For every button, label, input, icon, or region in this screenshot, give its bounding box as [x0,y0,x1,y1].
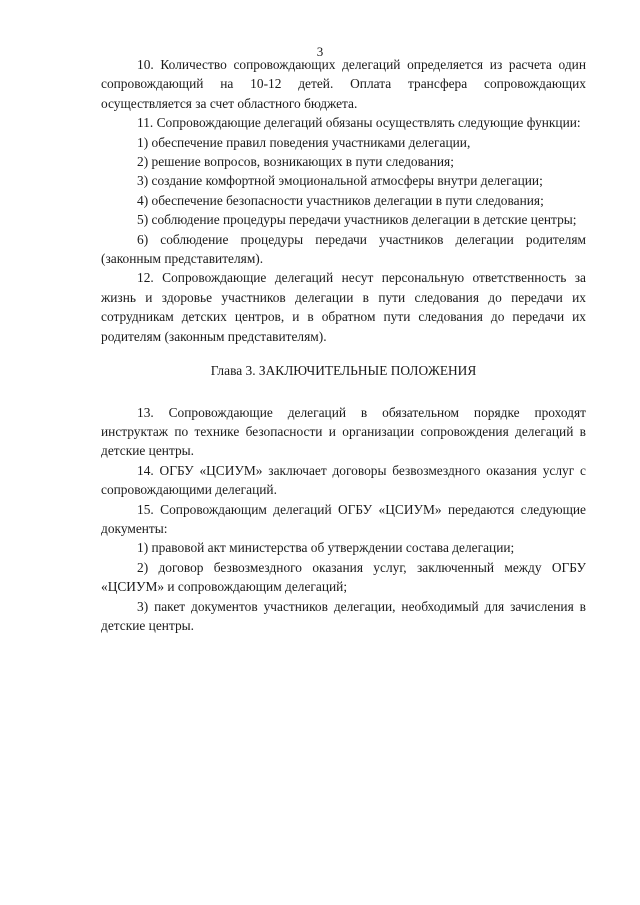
list-item: 2) договор безвозмездного оказания услуг, заключенный между ОГБУ «ЦСИУМ» и сопровождающим делегаций; [101,559,586,595]
paragraph-14: 14. ОГБУ «ЦСИУМ» заключает договоры безвозмездного оказания услуг с сопровождающими делегаций. [101,462,586,498]
paragraph-10: 10. Количество сопровождающих делегаций определяется из расчета один сопровождающий на 10-12 детей. Оплата трансфера сопровождающих осуществляется за счет областного бюджета. [101,57,586,111]
list-item: 4) обеспечение безопасности участников делегации в пути следования; [137,192,544,208]
list-item: 6) соблюдение процедуры передачи участников делегации родителям (законным представителям). [101,231,586,267]
paragraph-13: 13. Сопровождающие делегаций в обязательном порядке проходят инструктаж по технике безопасности и организации сопровождения делегаций в детские центры. [101,404,586,459]
paragraph-15: 15. Сопровождающим делегаций ОГБУ «ЦСИУМ» передаются следующие документы: [101,501,586,536]
list-item: 2) решение вопросов, возникающих в пути следования; [137,154,454,170]
paragraph-11: 11. Сопровождающие делегаций обязаны осуществлять следующие функции: [137,115,581,131]
document-body [101,55,586,635]
list-item: 3) создание комфортной эмоциональной атмосферы внутри делегации; [137,173,543,189]
list-item: 1) правовой акт министерства об утверждении состава делегации; [137,540,515,556]
paragraph-12: 12. Сопровождающие делегаций несут персональную ответственность за жизнь и здоровье участников делегации в пути следования до передачи их сотрудникам детских центров, и в обратном пути следования до передачи их родителям (законным представителям). [101,270,586,344]
list-item: 3) пакет документов участников делегации, необходимый для зачисления в детские центры. [101,598,586,633]
paragraph-11-list [101,133,586,269]
page-number: 3 [316,44,324,59]
paragraph-15-list [101,538,586,635]
list-item: 5) соблюдение процедуры передачи участников делегации в детские центры; [137,212,577,228]
chapter-heading: Глава 3. ЗАКЛЮЧИТЕЛЬНЫЕ ПОЛОЖЕНИЯ [210,363,477,379]
list-item: 1) обеспечение правил поведения участниками делегации, [137,134,471,150]
